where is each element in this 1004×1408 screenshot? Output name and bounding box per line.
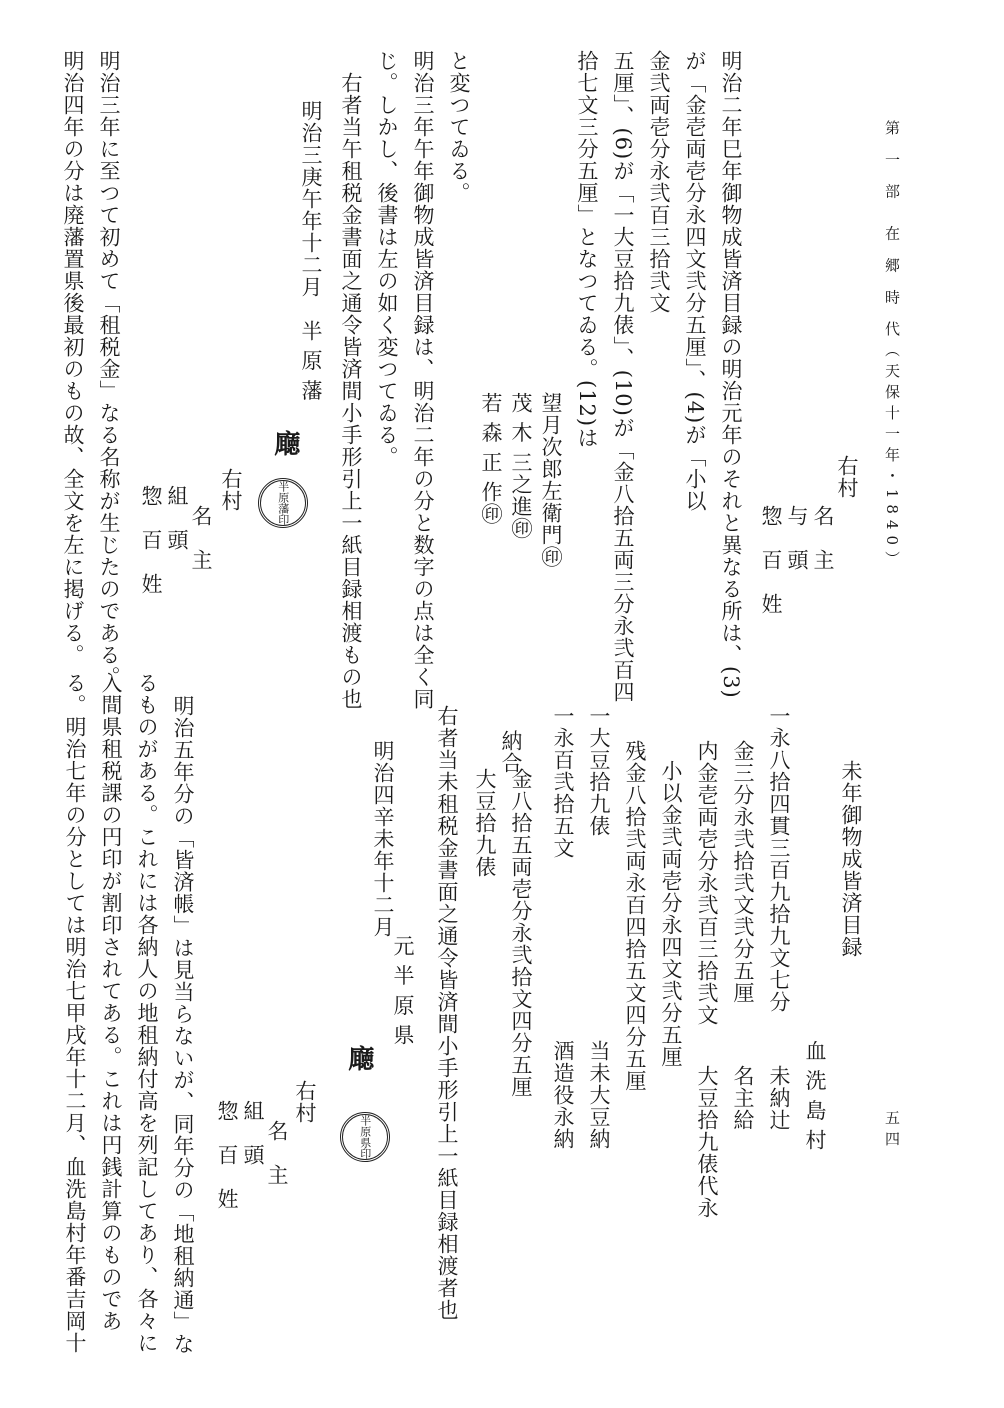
top-col-07: 明治三年午年御物成皆済目録は、明治二年の分と数字の点は全く同 [411, 50, 435, 710]
bottom-text-2: るものがある。これには各納人の地租納付高を列記してあり、各々に [135, 672, 159, 1354]
top-col-03-part: 金弐両壱分永弐百三拾弐文 [647, 50, 671, 314]
top-col-10-issuer: 半 原 藩 [299, 320, 323, 402]
entry-6: 一大豆拾九俵 [587, 705, 611, 837]
right-village-label: 右村 [835, 455, 859, 499]
top-col-05: 拾七文三分五厘」となつてゐる。(12)は [575, 50, 599, 450]
bottom-village: 血 洗 島 村 [803, 1040, 827, 1152]
signer-3 [480, 392, 501, 525]
top-role-sohyakusho: 惣 百 姓 [139, 485, 163, 595]
nou-line-2: 大豆拾九俵 [473, 768, 497, 878]
entry-7: 一永百弐拾五文 [551, 705, 575, 859]
top-stamp-char: 廰 [270, 430, 300, 457]
top-col-11: 明治三年に至つて初めて「租税金」なる名称が生じたのである。 [97, 50, 121, 688]
bottom-stamp-char: 廰 [344, 1045, 374, 1072]
top-col-09: 右者当午租税金書面之通令皆済間小手形引上一紙目録相渡もの也 [339, 72, 363, 710]
top-col-04: 五厘」、(6)が「一大豆拾九俵」、(10)が「金八拾五両三分永弐百四 [611, 50, 635, 703]
top-village-label: 右村 [219, 468, 243, 512]
top-col-02: が「金壱両壱分永四文弐分五厘」、(4)が「小以 [683, 50, 707, 513]
top-col-10-date: 明治三庚午年十二月 [299, 100, 323, 298]
bottom-text-3: 入間県租税課の円印が割印されてある。これは円銭計算のものであ [99, 672, 123, 1332]
bottom-issuer: 元 半 原 県 [391, 935, 415, 1047]
running-title: 第 一 部 在 郷 時 代（天保十一年・1840） [883, 120, 901, 573]
signer-2-name: 茂 木 三之進 [509, 392, 533, 518]
bottom-role-nanushi: 名 主 [265, 1120, 289, 1186]
bottom-village-label: 右村 [293, 1080, 317, 1124]
bottom-role-kumigashira: 組 頭 [241, 1100, 265, 1166]
entry-6-note: 当未大豆納 [587, 1040, 611, 1150]
entry-7-note: 酒造役永納 [551, 1040, 575, 1150]
signer-2-seal: ㊞ [509, 517, 533, 540]
bottom-seal-stamp: 半原県印 [340, 1112, 390, 1162]
bottom-text-4: る。明治七年の分としては明治七甲戌年十二月、血洗島村年番吉岡十 [63, 672, 87, 1354]
top-role-kumigashira: 組 頭 [165, 485, 189, 551]
bottom-closing: 右者当未租税金書面之通令皆済間小手形引上一紙目録相渡者也 [435, 705, 459, 1321]
entry-3-note: 大豆拾九俵代永 [695, 1065, 719, 1219]
entry-4: 小以金弐両壱分永四文弐分五厘 [659, 760, 683, 1068]
signer-1-name: 望月次郎左衛門 [539, 392, 563, 546]
entry-2: 金三分永弐拾弐文弐分五厘 [731, 740, 755, 1004]
entry-5: 残金八拾弐両永百四拾五文四分五厘 [623, 740, 647, 1092]
entry-3: 内金壱両壱分永弐百三拾弐文 [695, 740, 719, 1026]
bottom-text-1: 明治五年分の「皆済帳」は見当らないが、同年分の「地租納通」な [171, 695, 195, 1355]
signer-2 [510, 392, 531, 539]
signer-1 [540, 392, 561, 568]
signer-1-seal: ㊞ [539, 546, 563, 568]
bottom-date: 明治四辛未年十二月 [371, 740, 395, 938]
top-seal-stamp: 半原藩印 [258, 478, 308, 528]
signer-3-seal: ㊞ [479, 503, 503, 526]
right-role-sohyakusho: 惣 百 姓 [759, 505, 783, 615]
signer-3-name: 若 森 正 作 [479, 392, 503, 504]
bottom-role-sohyakusho: 惣 百 姓 [215, 1100, 239, 1210]
nou-label: 納合 [499, 730, 523, 774]
top-col-12: 明治四年の分は廃藩置県後最初のもの故、全文を左に掲げる。 [61, 50, 85, 666]
right-role-yogashira: 与 頭 [785, 505, 809, 571]
entry-1-note: 未納辻 [767, 1065, 791, 1131]
top-col-06: と変つてゐる。 [447, 50, 471, 204]
bottom-doc-title: 未年御物成皆済目録 [839, 760, 863, 958]
top-col-01: 明治二年巳年御物成皆済目録の明治元年のそれと異なる所は、(3) [719, 50, 743, 699]
entry-2-note: 名主給 [731, 1065, 755, 1131]
entry-1: 一永八拾四貫三百九拾九文七分 [767, 705, 791, 1013]
page-number: 五四 [883, 1110, 901, 1152]
nou-line-1: 金八拾五両壱分永弐拾文四分五厘 [509, 768, 533, 1098]
right-role-nanushi: 名 主 [811, 505, 835, 571]
top-role-nanushi: 名 主 [189, 505, 213, 571]
top-col-08: じ。しかし、後書は左の如く変つてゐる。 [375, 50, 399, 468]
